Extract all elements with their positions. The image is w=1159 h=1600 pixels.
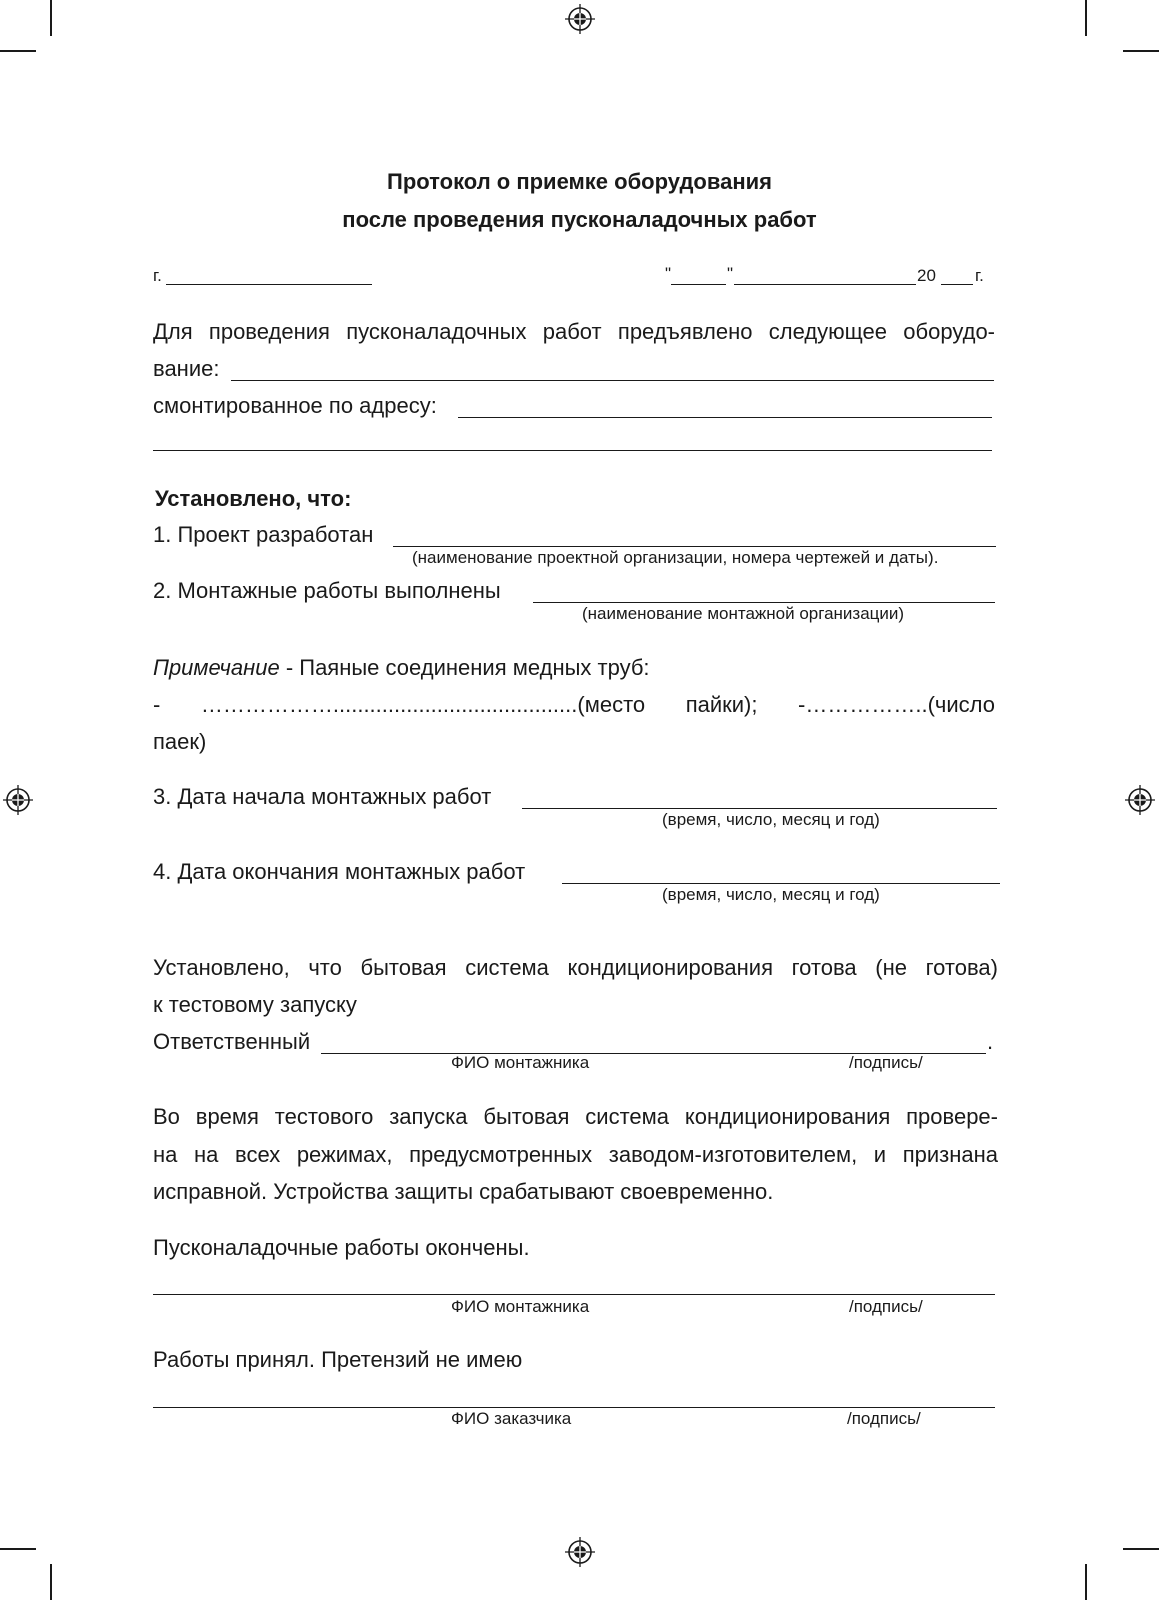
test-line: на на всех режимах, предусмотренных заводом-изготовителем, и признана [153,1142,998,1167]
crop-mark [1123,1548,1159,1550]
project-field[interactable] [393,522,996,547]
finished-text: Пусконаладочные работы окончены. [153,1235,530,1260]
address-label: смонтированное по адресу: [153,393,437,418]
start-date-field[interactable] [522,784,997,809]
item4-label: 4. Дата окончания монтажных работ [153,859,526,884]
accepted-sign-label: /подпись/ [847,1409,921,1428]
responsible-label: Ответственный [153,1029,311,1054]
ready-line: Установлено, что бытовая система кондиционирования готова (не готова) [153,955,998,980]
item1-hint: (наименование проектной организации, номера чертежей и даты). [412,548,939,567]
intro-line: Для проведения пусконаладочных работ предъявлено следующее оборудо- [153,319,995,344]
note-line [153,654,650,682]
registration-mark-icon [3,785,33,815]
crop-mark [1123,50,1159,52]
installation-org-field[interactable] [533,578,995,603]
address-field-extra[interactable] [153,436,992,451]
page-title: Протокол о приемке оборудования [387,169,772,194]
date-quote-close: " [727,264,734,283]
crop-mark [1085,1564,1087,1600]
responsible-sign-label: /подпись/ [849,1053,923,1072]
finished-sign-label: /подпись/ [849,1297,923,1316]
crop-mark [1085,0,1087,36]
note-label: Примечание [153,655,280,680]
responsible-field[interactable] [321,1029,986,1054]
item3-label: 3. Дата начала монтажных работ [153,784,492,809]
date-year-field[interactable] [941,266,973,285]
test-line-end: исправной. Устройства защиты срабатывают своевременно. [153,1179,774,1204]
ready-line-end: к тестовому запуску [153,992,357,1017]
accepted-text: Работы принял. Претензий не имею [153,1347,523,1372]
crop-mark [0,1548,36,1550]
note-solder-line: - ………………........................................(место пайки); -……………..(число [153,692,995,717]
finished-signature-field[interactable] [153,1270,995,1295]
item2-label: 2. Монтажные работы выполнены [153,578,501,603]
item1-label: 1. Проект разработан [153,522,374,547]
accepted-fio-label: ФИО заказчика [451,1409,572,1428]
intro-equipment-label: вание: [153,356,220,381]
date-day-field[interactable] [671,266,726,285]
city-field[interactable] [166,266,372,285]
date-month-field[interactable] [734,266,916,285]
note-solder-line-end: паек) [153,729,207,754]
crop-mark [0,50,36,52]
crop-mark [50,1564,52,1600]
registration-mark-icon [1125,785,1155,815]
finished-fio-label: ФИО монтажника [451,1297,590,1316]
address-field[interactable] [458,393,992,418]
date-year-suffix: г. [975,266,984,285]
responsible-fio-label: ФИО монтажника [451,1053,590,1072]
item4-hint: (время, число, месяц и год) [662,885,880,904]
registration-mark-icon [565,1537,595,1567]
equipment-field[interactable] [231,356,994,381]
city-label: г. [153,266,162,285]
responsible-end: . [987,1029,994,1054]
date-year-prefix: 20 [917,266,936,285]
date-quote-open: " [665,264,672,283]
end-date-field[interactable] [562,859,1000,884]
test-line: Во время тестового запуска бытовая система кондиционирования провере- [153,1104,998,1129]
note-text: - Паяные соединения медных труб: [279,655,650,680]
item3-hint: (время, число, месяц и год) [662,810,880,829]
crop-mark [50,0,52,36]
established-heading: Установлено, что: [155,486,352,511]
page-subtitle: после проведения пусконаладочных работ [342,207,817,232]
item2-hint: (наименование монтажной организации) [582,604,905,623]
registration-mark-icon [565,4,595,34]
accepted-signature-field[interactable] [153,1383,995,1408]
